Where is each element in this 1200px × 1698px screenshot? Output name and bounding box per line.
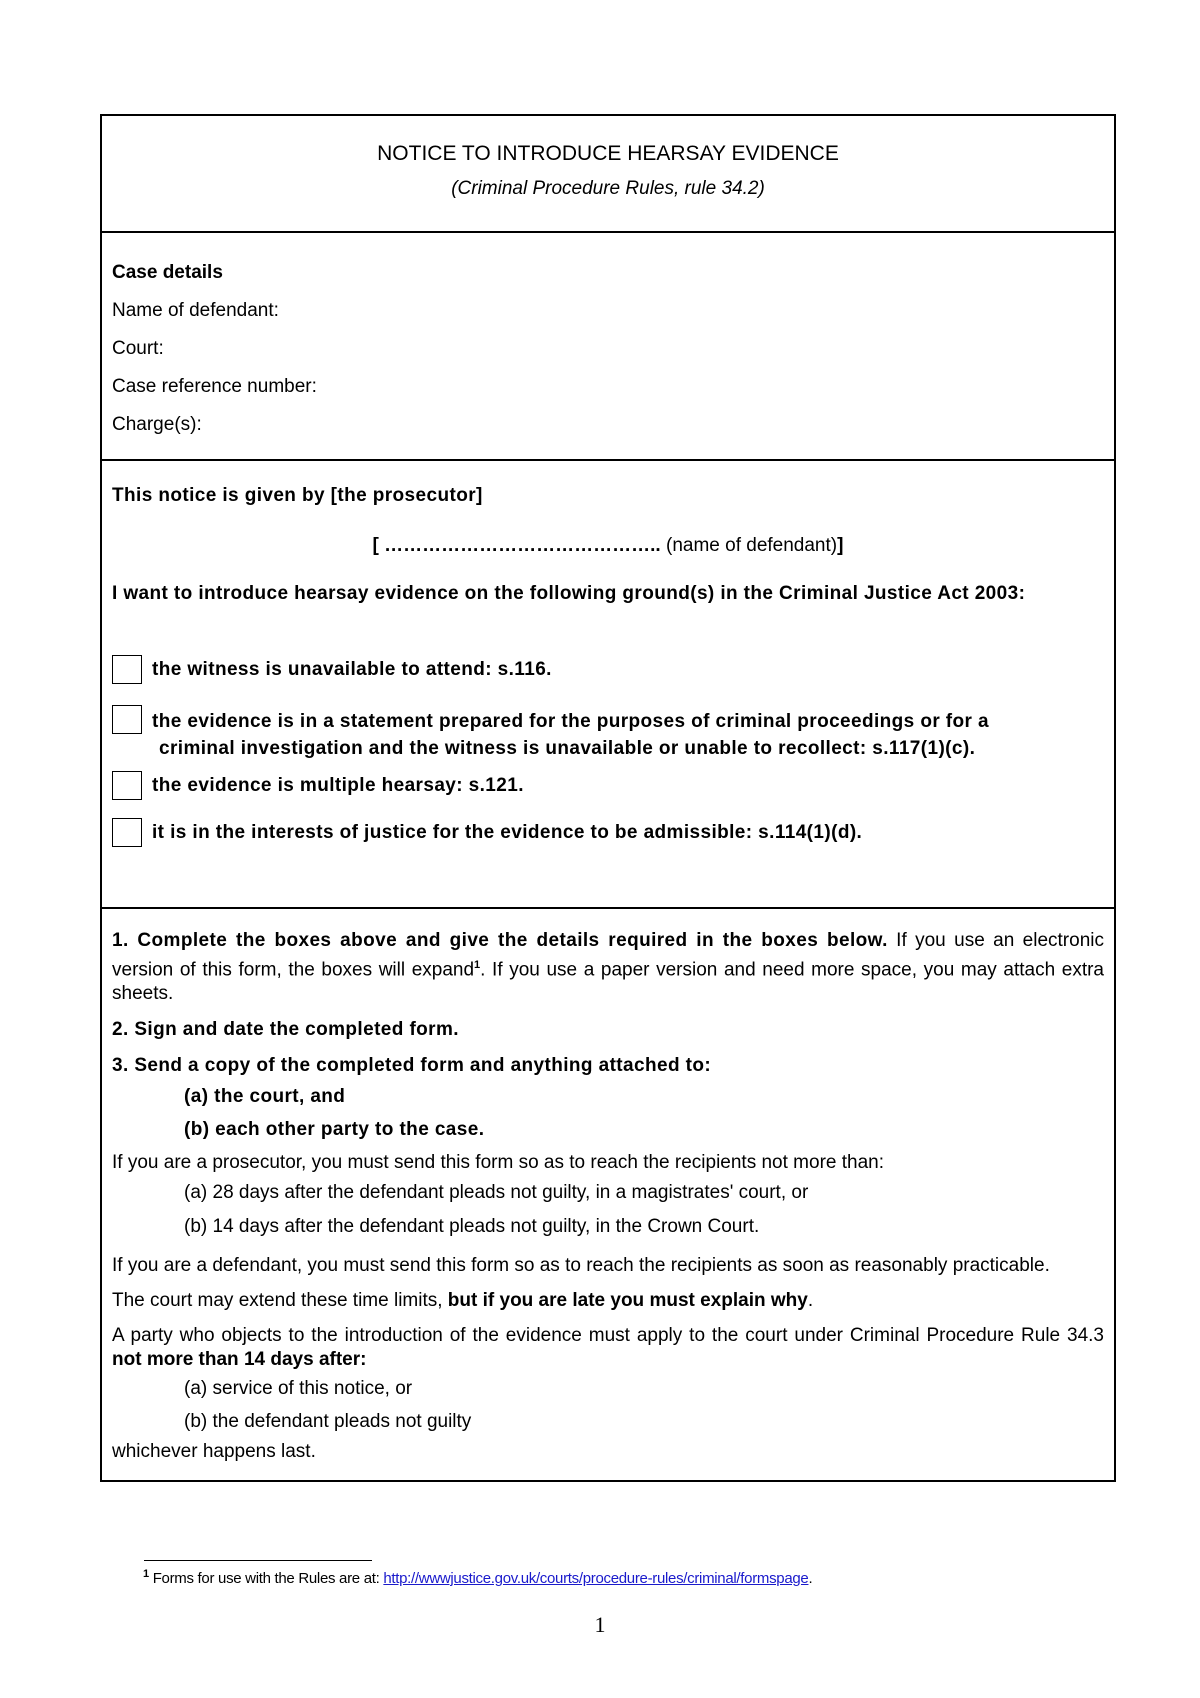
checkbox-s117[interactable] — [112, 705, 142, 734]
extend-end: . — [807, 1290, 814, 1312]
step-3-b: (b) each other party to the case. — [184, 1119, 485, 1141]
case-details-section — [102, 233, 1114, 461]
prosecutor-deadline-a: (a) 28 days after the defendant pleads not guilty, in a magistrates' court, or — [184, 1182, 809, 1204]
instructions-section — [102, 909, 1114, 1480]
form-title: NOTICE TO INTRODUCE HEARSAY EVIDENCE — [377, 142, 839, 165]
grounds-intro: I want to introduce hearsay evidence on the following ground(s) in the Criminal Justice Act 2003: — [112, 583, 1026, 604]
ground-s117[interactable] — [112, 705, 1104, 771]
defendant-instruction: If you are a defendant, you must send this form so as to reach the recipients as soon as reasonably practicable. — [112, 1255, 1050, 1277]
instruction-step-3: 3. Send a copy of the completed form and anything attached to: — [112, 1055, 712, 1077]
field-defendant-name[interactable]: Name of defendant: — [112, 300, 279, 321]
ground-s121[interactable] — [112, 771, 1104, 818]
defendant-dots: …………………………………….. — [384, 535, 661, 556]
footnote-link[interactable]: http://wwwjustice.gov.uk/courts/procedure-rules/criminal/formspage — [383, 1570, 809, 1587]
field-case-reference[interactable]: Case reference number: — [112, 376, 317, 397]
bracket-open: [ — [372, 535, 385, 556]
footnote-end: . — [808, 1570, 813, 1587]
hearsay-notice-form — [100, 114, 1116, 1482]
ground-s116-label: the witness is unavailable to attend: s.116. — [152, 659, 552, 680]
notice-given-by: This notice is given by [the prosecutor] — [112, 485, 483, 506]
ground-s117-line2: criminal investigation and the witness is unavailable or unable to recollect: s.117(1)(c). — [159, 738, 976, 759]
extend-time-limits — [112, 1288, 1104, 1314]
objection-text — [112, 1324, 1104, 1372]
form-subtitle: (Criminal Procedure Rules, rule 34.2) — [451, 178, 765, 199]
checkbox-s116[interactable] — [112, 655, 142, 684]
step-1-heading: 1. Complete the boxes above and give the details required in the boxes below. — [112, 930, 888, 951]
ground-s114-label: it is in the interests of justice for the evidence to be admissible: s.114(1)(d). — [152, 822, 863, 843]
footnote — [143, 1568, 812, 1587]
extend-text: The court may extend these time limits, — [112, 1290, 448, 1312]
defendant-label: (name of defendant) — [660, 535, 838, 556]
page-number: 1 — [594, 1612, 606, 1637]
bracket-close: ] — [837, 535, 844, 556]
instruction-step-2: 2. Sign and date the completed form. — [112, 1019, 459, 1041]
objection-body: A party who objects to the introduction of the evidence must apply to the court under Criminal Procedure Rule 34.3 — [112, 1325, 1104, 1347]
footnote-text: Forms for use with the Rules are at: — [148, 1570, 384, 1587]
ground-s121-label: the evidence is multiple hearsay: s.121. — [152, 775, 524, 796]
checkbox-s121[interactable] — [112, 771, 142, 800]
ground-s116[interactable] — [112, 655, 1104, 705]
footnote-ref: 1 — [474, 959, 481, 971]
step-1-text-b: . If you use a paper version and need more space, you may attach extra sheets. — [112, 959, 1104, 1005]
defendant-name-line[interactable] — [112, 535, 1104, 575]
objection-b: (b) the defendant pleads not guilty — [184, 1411, 472, 1433]
field-court[interactable]: Court: — [112, 338, 164, 359]
prosecutor-deadline-b: (b) 14 days after the defendant pleads not guilty, in the Crown Court. — [184, 1216, 760, 1238]
objection-a: (a) service of this notice, or — [184, 1378, 413, 1400]
header-section — [102, 116, 1114, 233]
case-details-heading: Case details — [112, 262, 223, 283]
objection-deadline: not more than 14 days after: — [112, 1349, 367, 1371]
extend-warning: but if you are late you must explain why — [447, 1290, 808, 1312]
footnote-divider — [144, 1560, 372, 1561]
field-charges[interactable]: Charge(s): — [112, 414, 202, 435]
checkbox-s114[interactable] — [112, 818, 142, 847]
ground-s114[interactable] — [112, 818, 1104, 858]
step-3-a: (a) the court, and — [184, 1086, 346, 1108]
ground-s117-line1: the evidence is in a statement prepared for the purposes of criminal proceedings or for a — [152, 711, 989, 732]
objection-end: whichever happens last. — [112, 1441, 316, 1463]
prosecutor-intro: If you are a prosecutor, you must send this form so as to reach the recipients not more than: — [112, 1152, 885, 1174]
instruction-step-1 — [112, 929, 1104, 1006]
step-1-text-a: If you use an electronic version of this form, the boxes will expand — [112, 930, 1104, 981]
footnote-marker: 1 — [143, 1568, 149, 1580]
notice-section — [102, 461, 1114, 909]
